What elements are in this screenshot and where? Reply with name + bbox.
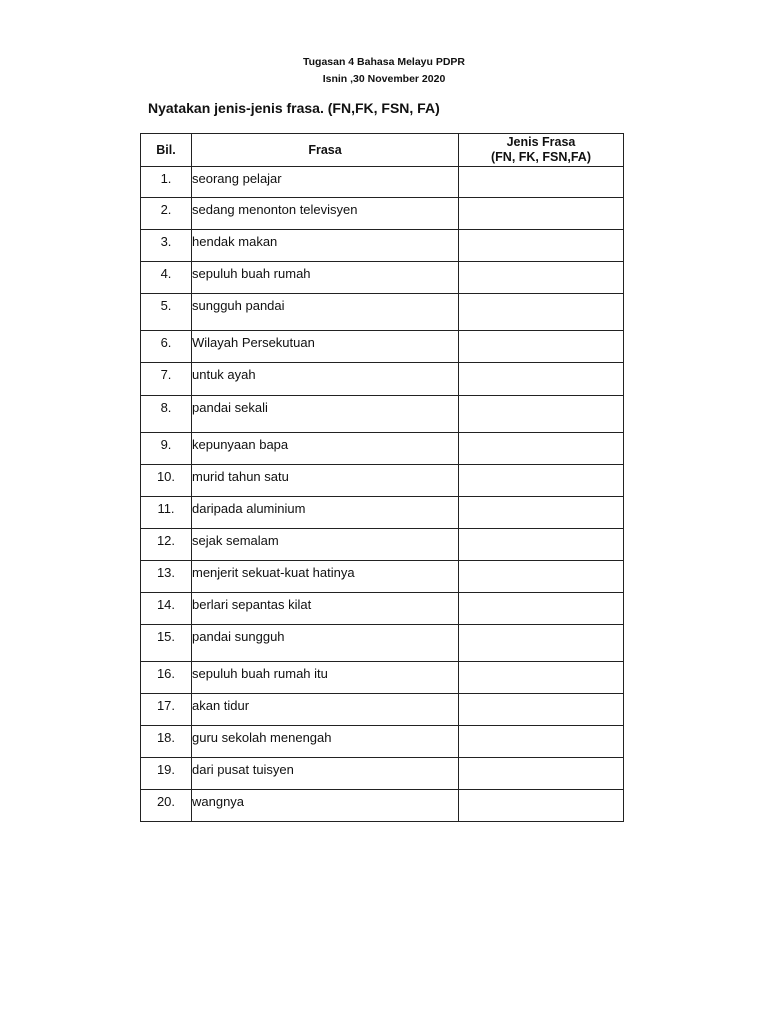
row-number: 17. (141, 694, 192, 726)
row-number: 10. (141, 465, 192, 497)
row-frasa: guru sekolah menengah (192, 726, 459, 758)
row-number: 13. (141, 561, 192, 593)
row-frasa: sungguh pandai (192, 294, 459, 331)
col-header-frasa: Frasa (192, 134, 459, 167)
row-jenis-frasa-answer[interactable] (459, 198, 624, 230)
worksheet-date: Isnin ,30 November 2020 (322, 73, 446, 85)
table-row (141, 561, 624, 593)
table-row (141, 529, 624, 561)
table-row (141, 694, 624, 726)
row-frasa: sepuluh buah rumah (192, 262, 459, 294)
table-row (141, 758, 624, 790)
row-jenis-frasa-answer[interactable] (459, 662, 624, 694)
row-jenis-frasa-answer[interactable] (459, 593, 624, 625)
table-row (141, 230, 624, 262)
table-row (141, 625, 624, 662)
table-row (141, 726, 624, 758)
row-frasa: sepuluh buah rumah itu (192, 662, 459, 694)
row-frasa: sedang menonton televisyen (192, 198, 459, 230)
row-jenis-frasa-answer[interactable] (459, 262, 624, 294)
table-row (141, 465, 624, 497)
row-frasa: Wilayah Persekutuan (192, 331, 459, 363)
row-frasa: akan tidur (192, 694, 459, 726)
row-frasa: pandai sungguh (192, 625, 459, 662)
row-jenis-frasa-answer[interactable] (459, 465, 624, 497)
table-row (141, 497, 624, 529)
row-number: 15. (141, 625, 192, 662)
row-jenis-frasa-answer[interactable] (459, 230, 624, 262)
table-row (141, 363, 624, 396)
row-frasa: berlari sepantas kilat (192, 593, 459, 625)
row-frasa: wangnya (192, 790, 459, 822)
row-jenis-frasa-answer[interactable] (459, 758, 624, 790)
col-header-jenis-frasa (459, 134, 624, 167)
row-number: 8. (141, 396, 192, 433)
instruction-text: Nyatakan jenis-jenis frasa. (FN,FK, FSN, FA) (148, 100, 440, 116)
col-header-bil: Bil. (141, 134, 192, 167)
row-number: 4. (141, 262, 192, 294)
row-jenis-frasa-answer[interactable] (459, 529, 624, 561)
table-row (141, 396, 624, 433)
row-jenis-frasa-answer[interactable] (459, 396, 624, 433)
table-body (141, 167, 624, 822)
row-number: 7. (141, 363, 192, 396)
table-row (141, 294, 624, 331)
table-row (141, 593, 624, 625)
row-frasa: murid tahun satu (192, 465, 459, 497)
table-row (141, 433, 624, 465)
row-number: 16. (141, 662, 192, 694)
row-number: 5. (141, 294, 192, 331)
row-frasa: daripada aluminium (192, 497, 459, 529)
row-frasa: pandai sekali (192, 396, 459, 433)
table-header-row (141, 134, 624, 167)
row-jenis-frasa-answer[interactable] (459, 561, 624, 593)
row-jenis-frasa-answer[interactable] (459, 625, 624, 662)
table-row (141, 331, 624, 363)
row-frasa: dari pusat tuisyen (192, 758, 459, 790)
table-row (141, 167, 624, 198)
row-jenis-frasa-answer[interactable] (459, 790, 624, 822)
table-row (141, 662, 624, 694)
row-jenis-frasa-answer[interactable] (459, 363, 624, 396)
row-jenis-frasa-answer[interactable] (459, 497, 624, 529)
table-row (141, 790, 624, 822)
row-frasa: seorang pelajar (192, 167, 459, 198)
row-jenis-frasa-answer[interactable] (459, 433, 624, 465)
col-header-jenis-line1: Jenis Frasa (506, 135, 576, 149)
row-frasa: untuk ayah (192, 363, 459, 396)
row-number: 19. (141, 758, 192, 790)
col-header-jenis-line2: (FN, FK, FSN,FA) (491, 150, 591, 164)
row-jenis-frasa-answer[interactable] (459, 294, 624, 331)
frasa-table (140, 133, 624, 822)
row-jenis-frasa-answer[interactable] (459, 167, 624, 198)
row-number: 1. (141, 167, 192, 198)
row-frasa: hendak makan (192, 230, 459, 262)
row-jenis-frasa-answer[interactable] (459, 726, 624, 758)
row-number: 20. (141, 790, 192, 822)
row-number: 11. (141, 497, 192, 529)
row-number: 6. (141, 331, 192, 363)
table-row (141, 198, 624, 230)
row-number: 2. (141, 198, 192, 230)
row-jenis-frasa-answer[interactable] (459, 331, 624, 363)
table-row (141, 262, 624, 294)
row-jenis-frasa-answer[interactable] (459, 694, 624, 726)
row-number: 3. (141, 230, 192, 262)
worksheet-title: Tugasan 4 Bahasa Melayu PDPR (302, 56, 466, 68)
row-number: 9. (141, 433, 192, 465)
row-number: 12. (141, 529, 192, 561)
row-frasa: menjerit sekuat-kuat hatinya (192, 561, 459, 593)
row-number: 14. (141, 593, 192, 625)
row-frasa: sejak semalam (192, 529, 459, 561)
row-number: 18. (141, 726, 192, 758)
row-frasa: kepunyaan bapa (192, 433, 459, 465)
